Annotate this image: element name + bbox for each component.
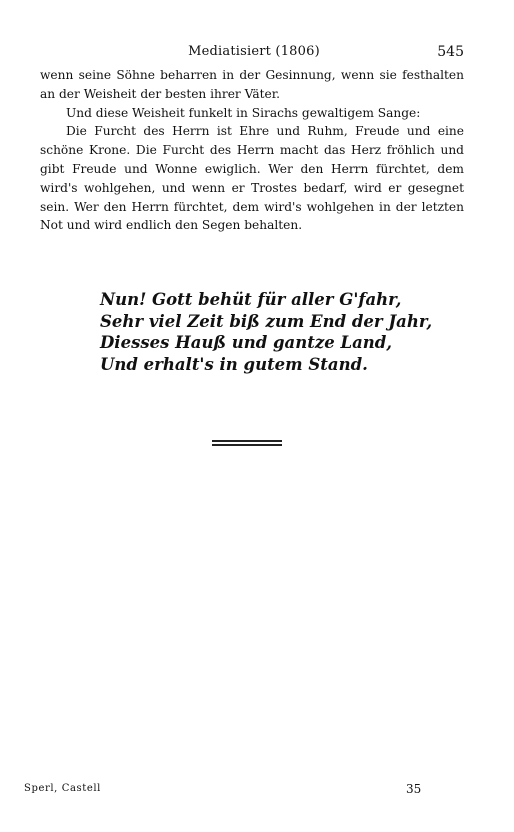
verse-line: Nun! Gott behüt für aller G'fahr, xyxy=(100,290,402,309)
paragraph-sirach-intro: Und diese Weisheit funkelt in Sirachs gewaltigem Sange: xyxy=(66,105,421,120)
section-divider xyxy=(212,440,282,446)
running-title: Mediatisiert (1806) xyxy=(188,44,320,59)
paragraph-continuation: wenn seine Söhne beharren in der Gesinnung, wenn sie festhalten an der Weisheit der besten ihrer Väter. xyxy=(40,68,464,101)
verse-line: Und erhalt's in gutem Stand. xyxy=(100,354,368,374)
verse-line: Diesses Hauß und gantze Land, xyxy=(100,333,393,352)
page-header xyxy=(40,44,468,64)
body-text xyxy=(40,66,464,235)
footer-sheet-number: 35 xyxy=(406,782,422,796)
footer-signature: Sperl, Castell xyxy=(24,783,101,794)
verse-line: Sehr viel Zeit biß zum End der Jahr, xyxy=(100,311,433,331)
verse-block xyxy=(100,289,433,375)
paragraph-sirach-quote: Die Furcht des Herrn ist Ehre und Ruhm, Freude und eine schöne Krone. Die Furcht des Herrn macht das Herz fröhlich und gibt Freude und Wonne ewiglich. Wer den Herrn fürchtet, dem wird's wohlgehen, und wenn er Trostes bedarf, wird er gesegnet sein. Wer den Herrn fürchtet, dem wird's wohlgehen in der letzten Not und wird endlich den Segen behalten. xyxy=(40,124,464,233)
page-number: 545 xyxy=(437,44,464,60)
